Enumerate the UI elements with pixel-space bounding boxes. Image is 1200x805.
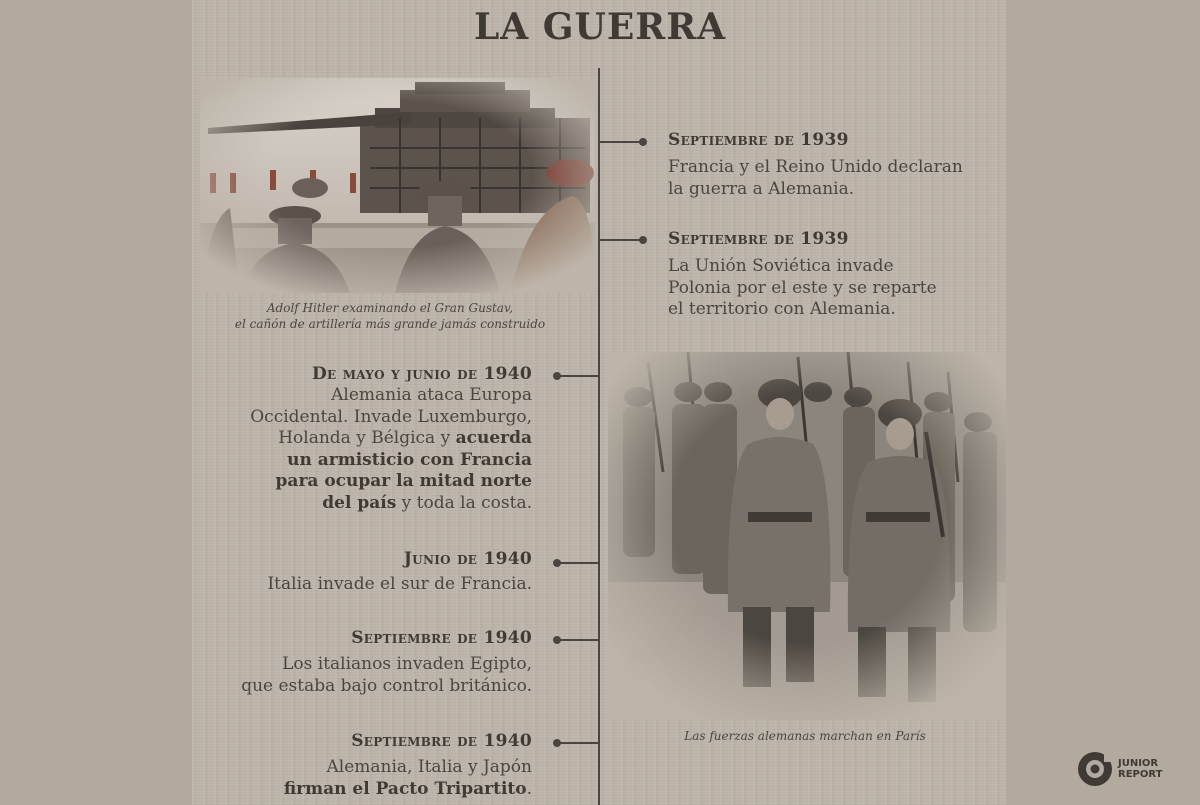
- marching-soldiers-caption: Las fuerzas alemanas marchan en París: [684, 729, 926, 743]
- logo-text-line2: REPORT: [1118, 769, 1163, 780]
- timeline-connector: [557, 375, 599, 377]
- timeline-dot: [553, 372, 561, 380]
- junior-report-logo[interactable]: [1076, 750, 1162, 788]
- event-3-line-3-plain: Holanda y Bélgica y: [278, 428, 456, 448]
- event-6-date: Septiembre de 1940: [351, 731, 532, 751]
- event-3-line-1: Alemania ataca Europa: [331, 385, 532, 405]
- event-2-text: [668, 256, 998, 321]
- event-3-line-5-bold: para ocupar la mitad norte: [275, 471, 532, 491]
- event-1-date: Septiembre de 1939: [668, 130, 849, 150]
- marching-soldiers-photo: [608, 352, 1006, 720]
- event-3-text: [212, 385, 532, 514]
- event-6-text: [212, 757, 532, 800]
- event-4-line-1: Italia invade el sur de Francia.: [267, 574, 532, 594]
- timeline-dot: [553, 559, 561, 567]
- logo-text-line1: JUNIOR: [1118, 758, 1159, 769]
- event-2-line-2: Polonia por el este y se reparte: [668, 277, 937, 298]
- timeline-connector: [557, 639, 599, 641]
- event-6-line-2-plain: .: [526, 778, 532, 799]
- event-3-line-4-bold: un armisticio con Francia: [287, 449, 532, 470]
- event-3-line-2: Occidental. Invade Luxemburgo,: [250, 406, 532, 427]
- timeline-dot: [553, 636, 561, 644]
- event-3-line-3: [212, 428, 532, 450]
- artillery-photo: [200, 78, 595, 293]
- event-5-line-1: Los italianos invaden Egipto,: [282, 654, 532, 674]
- event-3-line-3-bold: acuerda: [455, 428, 532, 448]
- artillery-caption-line1: Adolf Hitler examinando el Gran Gustav,: [266, 301, 514, 315]
- artillery-caption-line2: el cañón de artillería más grande jamás construido: [234, 317, 546, 331]
- event-1-line-1: Francia y el Reino Unido declaran: [668, 157, 963, 177]
- timeline-dot: [553, 739, 561, 747]
- page-title: LA GUERRA: [473, 6, 727, 48]
- event-6-line-2: [212, 779, 532, 801]
- event-3-line-5: [212, 471, 532, 493]
- event-5-date: Septiembre de 1940: [351, 628, 532, 648]
- timeline-connector: [557, 742, 599, 744]
- logo-text: [1118, 758, 1162, 780]
- event-5-line-2: que estaba bajo control británico.: [241, 675, 532, 696]
- timeline-connector: [600, 239, 642, 241]
- timeline-dot: [639, 138, 647, 146]
- event-3-line-6: [212, 493, 532, 515]
- event-2-line-1: La Unión Soviética invade: [668, 256, 894, 276]
- junior-report-logo-icon: [1076, 750, 1114, 788]
- event-3-line-6-bold: del país: [322, 492, 397, 513]
- artillery-caption: [215, 300, 565, 332]
- timeline-connector: [600, 141, 642, 143]
- event-6-line-1: Alemania, Italia y Japón: [326, 757, 532, 777]
- event-4-text: [212, 574, 532, 596]
- event-2-date: Septiembre de 1939: [668, 229, 849, 249]
- event-3-date: De mayo y junio de 1940: [311, 364, 532, 384]
- event-5-text: [212, 654, 532, 697]
- event-1-line-2: la guerra a Alemania.: [668, 178, 855, 199]
- event-3-line-6-plain: y toda la costa.: [396, 492, 532, 513]
- event-2-line-3: el territorio con Alemania.: [668, 299, 896, 319]
- timeline-connector: [557, 562, 599, 564]
- event-3-line-4: [212, 450, 532, 472]
- event-6-line-2-bold: firman el Pacto Tripartito: [283, 778, 527, 799]
- event-1-text: [668, 157, 998, 200]
- timeline-dot: [639, 236, 647, 244]
- timeline-axis: [598, 68, 600, 805]
- event-4-date: Junio de 1940: [403, 549, 532, 569]
